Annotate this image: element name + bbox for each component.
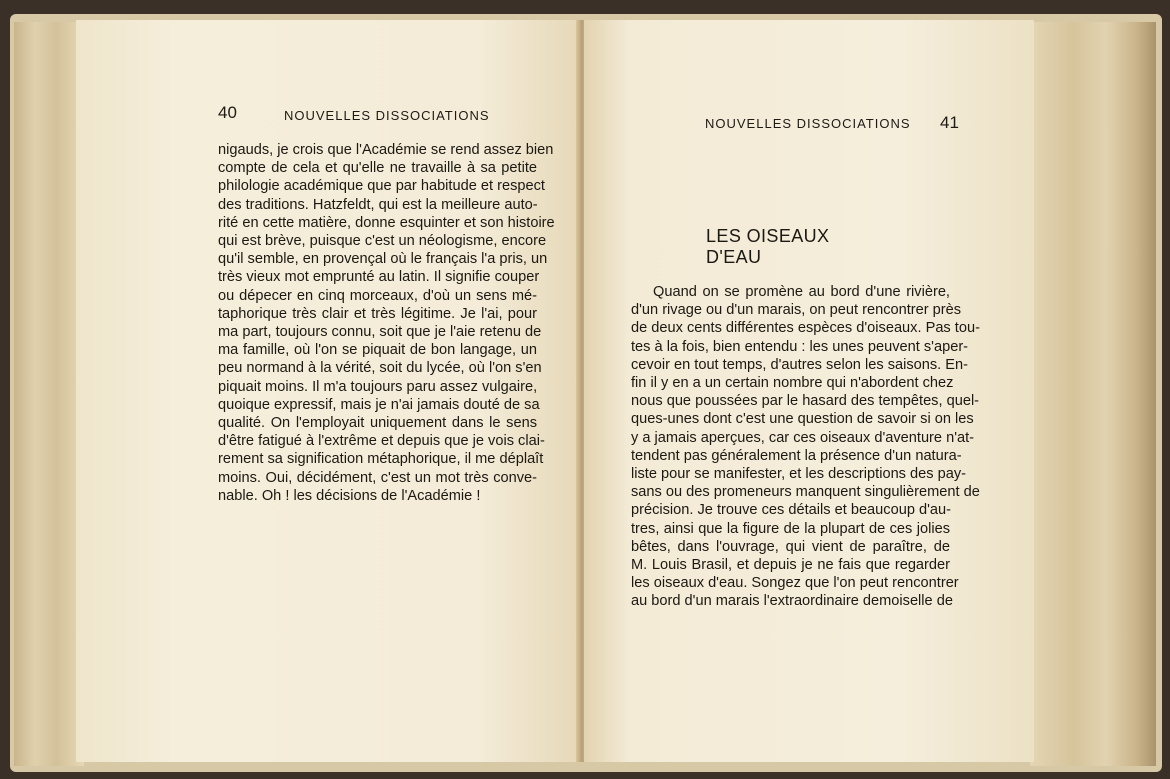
left-running-head: NOUVELLES DISSOCIATIONS: [284, 108, 490, 123]
text-line: ma part, toujours connu, soit que je l'aie retenu de: [218, 324, 542, 341]
right-page-number: 41: [940, 113, 959, 132]
text-line: ou dépecer en cinq morceaux, d'où un sens mé-: [218, 287, 537, 304]
text-line: qui est brève, puisque c'est un néologisme, encore: [218, 233, 547, 250]
right-page-text: [631, 283, 980, 611]
left-page-edges: [14, 22, 84, 766]
text-line: liste pour se manifester, et les descriptions des pay-: [631, 466, 967, 483]
text-line: bêtes, dans l'ouvrage, qui vient de paraître, de: [631, 538, 950, 555]
text-line: Quand on se promène au bord d'une rivière,: [653, 284, 950, 300]
text-line: nigauds, je crois que l'Académie se rend assez bien: [218, 142, 554, 158]
text-line: cevoir en tout temps, d'autres selon les saisons. En-: [631, 356, 968, 373]
text-line: piquait moins. Il m'a toujours paru assez vulgaire,: [218, 378, 538, 395]
text-line: des traditions. Hatzfeldt, qui est la meilleure auto-: [218, 196, 538, 213]
text-line: tres, ainsi que la figure de la plupart de ces jolies: [631, 520, 950, 537]
text-line: moins. Oui, décidément, c'est un mot très conve-: [218, 469, 537, 486]
text-line: ma famille, où l'on se piquait de bon langage, un: [218, 342, 537, 359]
text-line: les oiseaux d'eau. Songez que l'on peut rencontrer: [631, 575, 959, 592]
text-line: de deux cents différentes espèces d'oiseaux. Pas tou-: [631, 320, 980, 337]
text-line: rement sa signification métaphorique, il me déplaît: [218, 451, 544, 468]
text-line: qualité. On l'employait uniquement dans le sens: [218, 415, 537, 432]
text-line: d'un rivage ou d'un marais, on peut rencontrer près: [631, 302, 962, 319]
chapter-title: LES OISEAUX D'EAU: [706, 226, 830, 267]
text-line: précision. Je trouve ces détails et beaucoup d'au-: [631, 502, 951, 519]
text-line: au bord d'un marais l'extraordinaire demoiselle de: [631, 593, 953, 610]
text-line: compte de cela et qu'elle ne travaille à sa petite: [218, 160, 537, 177]
text-line: d'être fatigué à l'extrême et depuis que je vois clai-: [218, 433, 545, 450]
text-line: quoique expressif, mais je n'ai jamais douté de sa: [218, 396, 540, 413]
text-line: nable. Oh ! les décisions de l'Académie !: [218, 487, 481, 504]
text-line: M. Louis Brasil, et depuis je ne fais que regarder: [631, 557, 950, 574]
right-running-head: NOUVELLES DISSOCIATIONS: [705, 116, 911, 131]
text-line: nous que poussées par le hasard des tempêtes, quel-: [631, 393, 980, 410]
text-line: tendent pas généralement la présence d'un natura-: [631, 447, 962, 464]
text-line: qu'il semble, en provençal où le français l'a pris, un: [218, 251, 548, 268]
text-line: y a jamais aperçues, car ces oiseaux d'aventure n'at-: [631, 429, 975, 446]
text-line: peu normand à la vérité, soit du lycée, où l'on s'en: [218, 360, 542, 377]
left-page-text: [218, 141, 555, 505]
text-line: ques-unes dont c'est une question de savoir si on les: [631, 411, 974, 428]
text-line: très vieux mot emprunté au latin. Il signifie couper: [218, 269, 540, 286]
text-line: rité en cette matière, donne esquinter et son histoire: [218, 214, 555, 231]
right-page-edges: [1030, 22, 1156, 766]
text-line: philologie académique que par habitude et respect: [218, 178, 545, 195]
text-line: taphorique très clair et très légitime. Je l'ai, pour: [218, 305, 537, 322]
text-line: sans ou des promeneurs manquent singulièrement de: [631, 484, 980, 501]
left-page-number: 40: [218, 103, 237, 122]
text-line: fin il y en a un certain nombre qui n'abordent chez: [631, 375, 954, 392]
text-line: tes à la fois, bien entendu : les unes peuvent s'aper-: [631, 338, 969, 355]
